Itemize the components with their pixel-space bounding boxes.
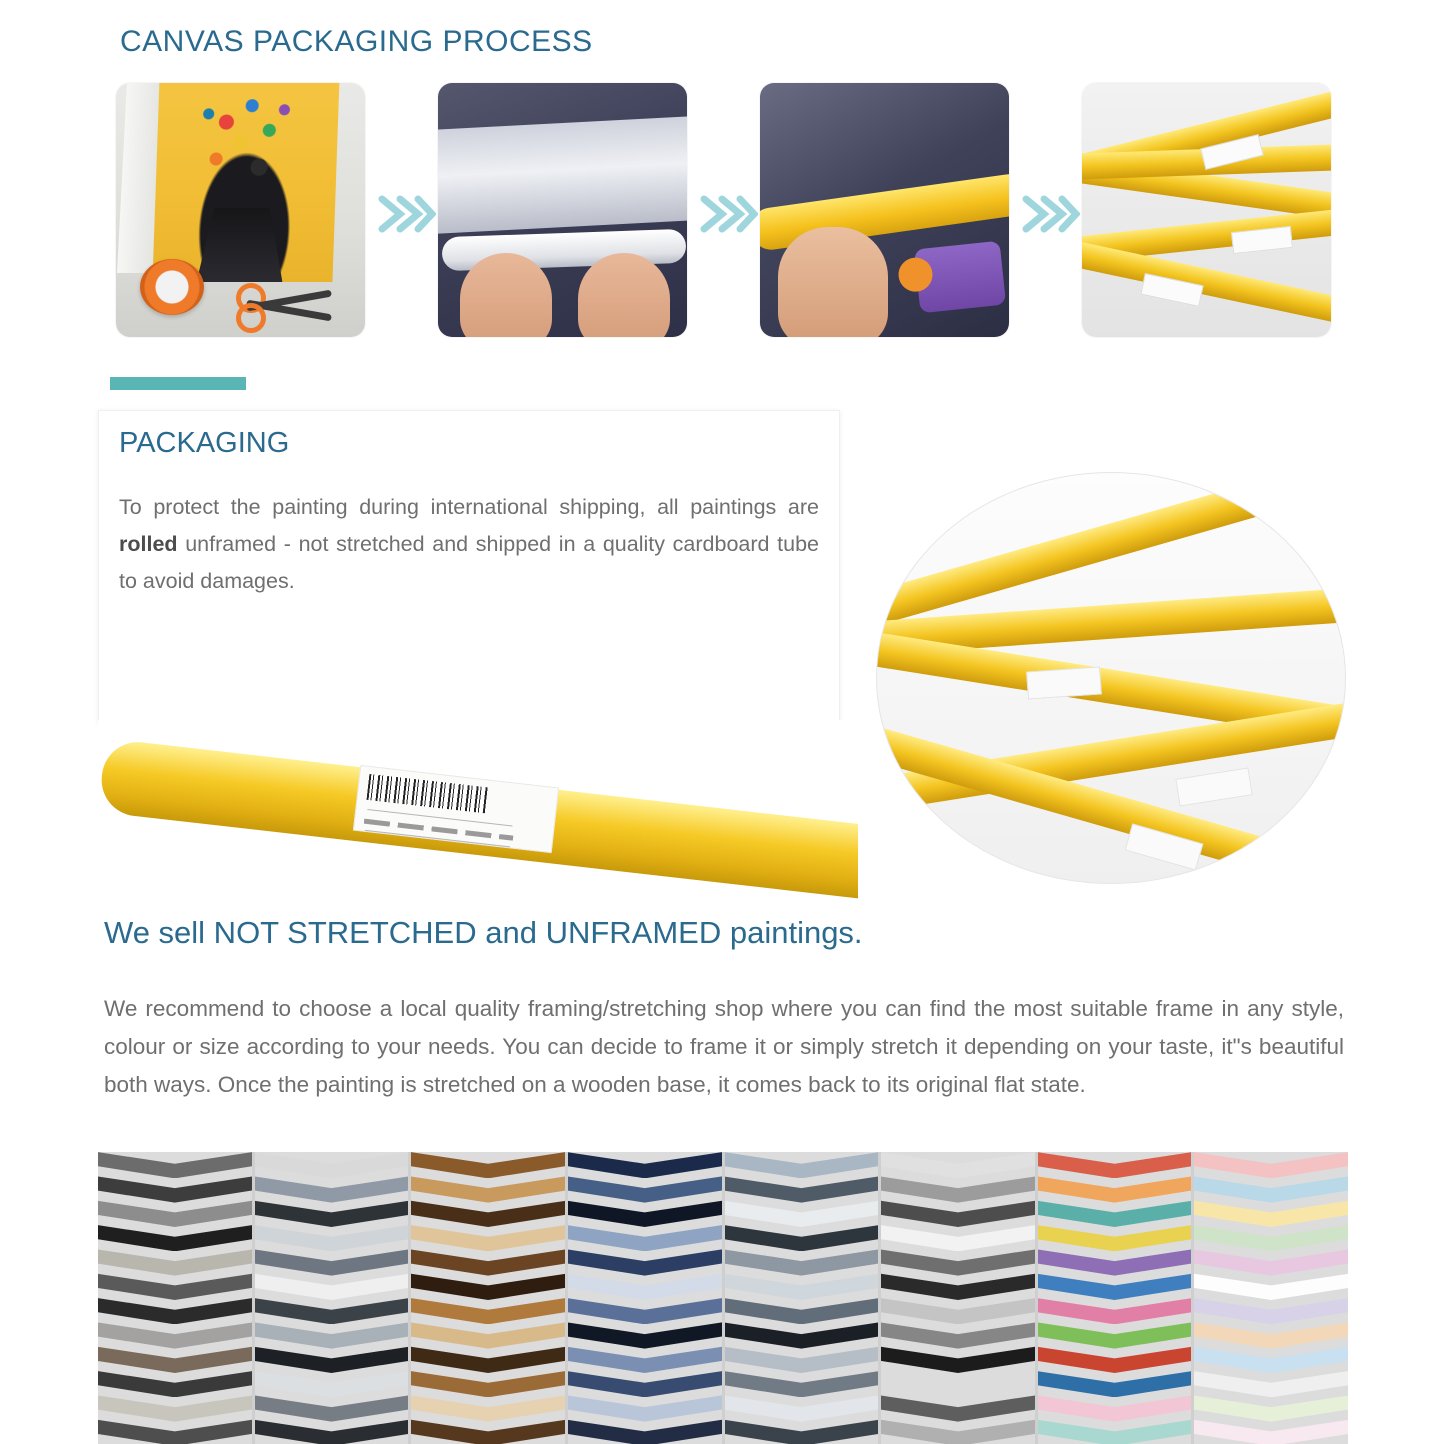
packaging-text xyxy=(119,489,819,600)
chevron-right-icon xyxy=(376,191,436,237)
process-strip xyxy=(98,83,1348,343)
packaging-text-bold: rolled xyxy=(119,532,178,556)
barcode-icon xyxy=(366,774,488,813)
frame-sample-column xyxy=(1038,1152,1195,1444)
frame-corner-sample xyxy=(568,1152,725,1178)
process-step-image-2 xyxy=(438,83,687,337)
selling-heading: We sell NOT STRETCHED and UNFRAMED paintings. xyxy=(104,915,863,950)
chevron-right-icon xyxy=(1020,191,1080,237)
frame-corner-sample xyxy=(1038,1152,1195,1178)
packaging-text-part-2: unframed - not stretched and shipped in a quality cardboard tube to avoid damages. xyxy=(119,532,819,593)
hand-holding-tube xyxy=(778,227,888,337)
frame-sample-column xyxy=(881,1152,1038,1444)
frame-corner-sample xyxy=(881,1152,1038,1178)
frame-sample-column xyxy=(411,1152,568,1444)
frame-sample-column xyxy=(98,1152,255,1444)
process-step-image-1 xyxy=(116,83,365,337)
tape-dispenser xyxy=(914,241,1006,314)
chevron-right-icon xyxy=(698,191,758,237)
frame-sample-column xyxy=(1194,1152,1348,1444)
hand-right xyxy=(578,253,670,337)
page-title: CANVAS PACKAGING PROCESS xyxy=(120,25,593,58)
frame-samples-photo xyxy=(98,1152,1348,1444)
frame-corner-sample xyxy=(98,1152,255,1178)
single-tube-photo xyxy=(98,720,858,900)
frame-corner-sample xyxy=(725,1152,882,1178)
process-step-image-3 xyxy=(760,83,1009,337)
plastic-film xyxy=(438,116,687,233)
packaging-text-part-1: To protect the painting during international shipping, all paintings are xyxy=(119,495,819,519)
selling-paragraph: We recommend to choose a local quality framing/stretching shop where you can find the most suitable frame in any style, colour or size according to your needs. You can decide to frame it or simply stretch it depending on your taste, it"s beautiful both ways. Once the painting is stretched on a wooden base, it comes back to its original flat state. xyxy=(104,996,1344,1097)
packaging-title: PACKAGING xyxy=(119,427,290,459)
frame-corner-sample xyxy=(255,1152,412,1178)
canvas-artwork xyxy=(152,83,339,282)
frame-sample-column xyxy=(725,1152,882,1444)
scissors-icon xyxy=(236,279,346,325)
process-step-image-4 xyxy=(1082,83,1331,337)
tape-roll xyxy=(140,259,204,315)
packaging-card xyxy=(98,410,840,724)
section-divider xyxy=(110,377,246,390)
hand-left xyxy=(460,253,552,337)
frame-corner-sample xyxy=(1194,1152,1348,1178)
tubes-closeup-photo xyxy=(876,472,1346,884)
frame-corner-sample xyxy=(411,1152,568,1178)
frame-sample-column xyxy=(568,1152,725,1444)
headline-band xyxy=(98,12,718,72)
frame-sample-column xyxy=(255,1152,412,1444)
